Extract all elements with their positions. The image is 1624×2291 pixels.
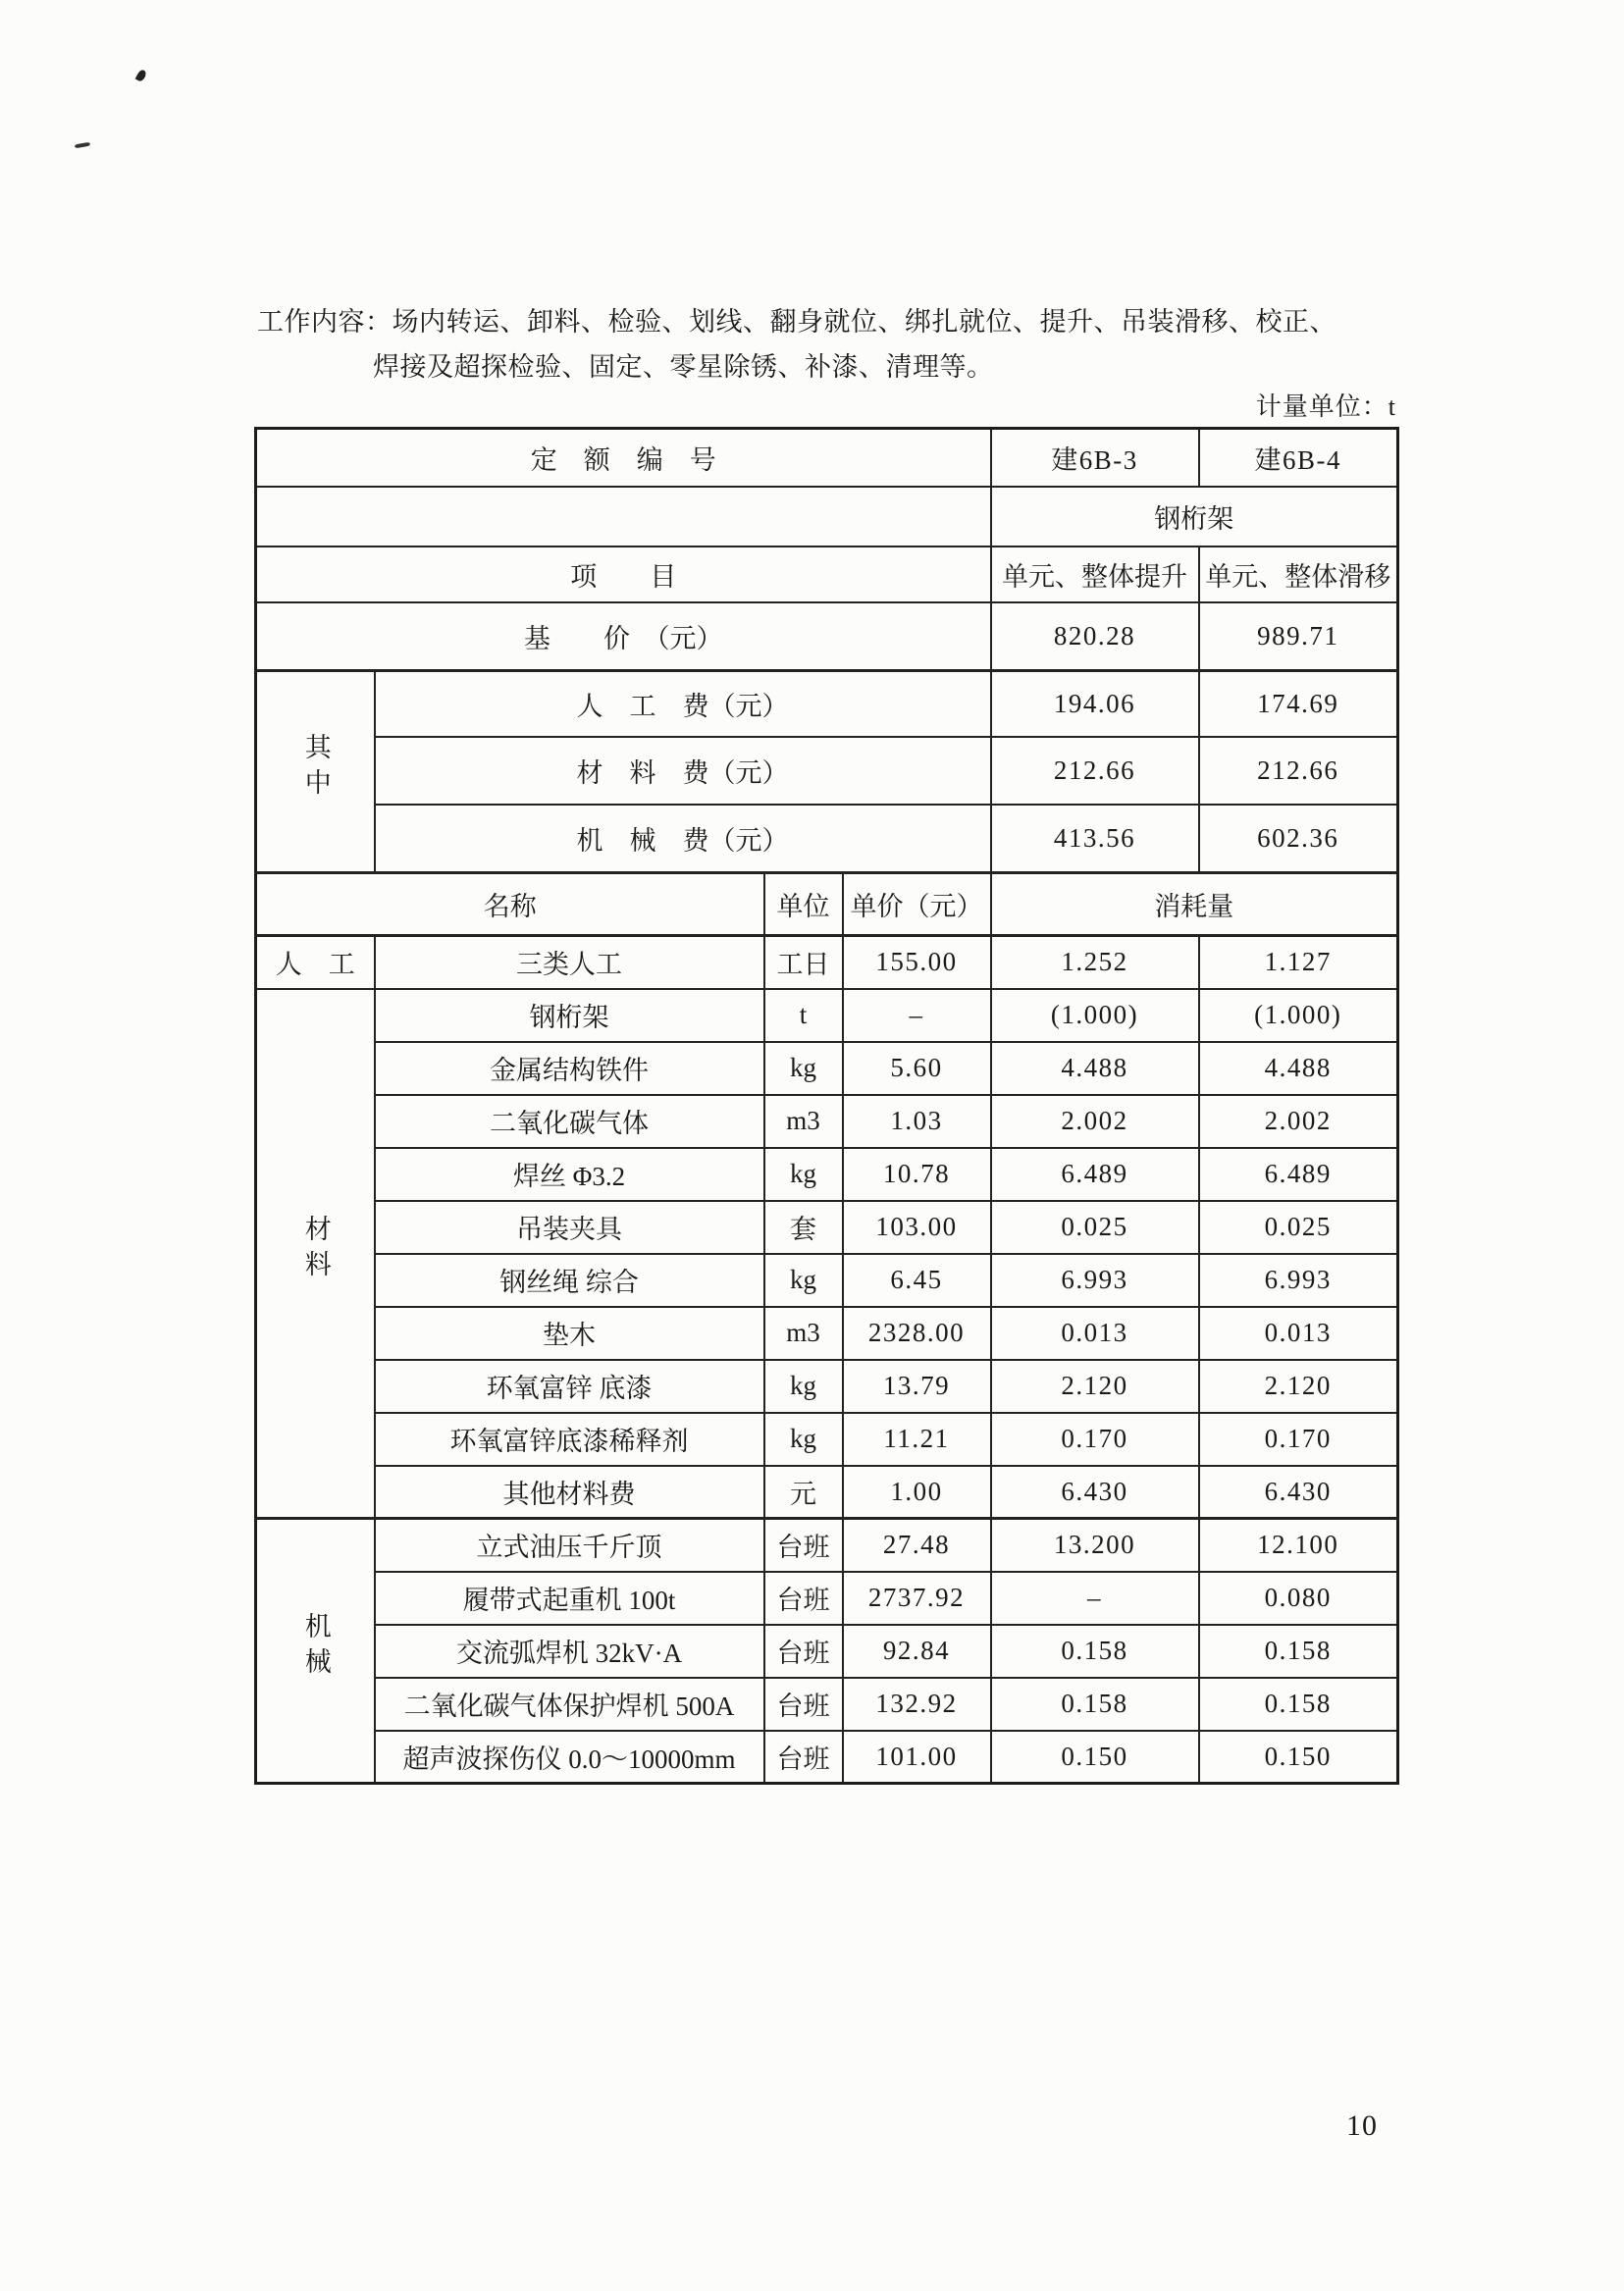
- cell-price: 1.00: [843, 1466, 991, 1519]
- row-machine: [256, 1625, 1398, 1678]
- row-material: [256, 1148, 1398, 1201]
- cell-unit: 元: [764, 1466, 843, 1519]
- row-material: [256, 1307, 1398, 1360]
- machine-section-label: 机械: [300, 1612, 331, 1683]
- cell-consumption-2: 0.080: [1199, 1572, 1398, 1625]
- cell-fee-value-1: 212.66: [991, 737, 1199, 805]
- cell-base-value-2: 989.71: [1199, 602, 1398, 671]
- row-column-headers: [256, 873, 1398, 936]
- cell-consumption-2: 0.150: [1199, 1731, 1398, 1784]
- cell-consumption-1: 4.488: [991, 1042, 1199, 1095]
- cell-item-2: 单元、整体滑移: [1199, 547, 1398, 602]
- cell-price: 92.84: [843, 1625, 991, 1678]
- material-section-label: 材料: [300, 1214, 331, 1285]
- cell-item-1: 单元、整体提升: [991, 547, 1199, 602]
- quota-table: [254, 427, 1399, 1785]
- work-content-line-2: 焊接及超探检验、固定、零星除锈、补漆、清理等。: [373, 352, 994, 382]
- cell-consumption-1: 6.430: [991, 1466, 1199, 1519]
- row-item: [256, 547, 1398, 602]
- cell-name: 三类人工: [375, 936, 764, 989]
- cell-name: 垫木: [375, 1307, 764, 1360]
- cell-consumption-1: 0.170: [991, 1413, 1199, 1466]
- cell-price: 6.45: [843, 1254, 991, 1307]
- cell-consumption-2: 2.120: [1199, 1360, 1398, 1413]
- cell-unit: kg: [764, 1360, 843, 1413]
- cell-consumption-2: 12.100: [1199, 1519, 1398, 1572]
- cell-name: 二氧化碳气体: [375, 1095, 764, 1148]
- cell-consumption-2: 6.993: [1199, 1254, 1398, 1307]
- cell-item-label: 项 目: [256, 547, 991, 602]
- cell-unit: kg: [764, 1042, 843, 1095]
- cell-consumption-2: 1.127: [1199, 936, 1398, 989]
- cell-col-consumption: 消耗量: [991, 873, 1398, 936]
- cell-consumption-1: 2.002: [991, 1095, 1199, 1148]
- cell-unit: m3: [764, 1307, 843, 1360]
- ink-mark: [75, 142, 90, 149]
- cell-fee-name: 材 料 费（元）: [375, 737, 991, 805]
- cell-name: 其他材料费: [375, 1466, 764, 1519]
- cell-unit: t: [764, 989, 843, 1042]
- cell-consumption-1: 0.158: [991, 1625, 1199, 1678]
- cell-unit: 台班: [764, 1731, 843, 1784]
- cell-section-label: [256, 989, 375, 1519]
- cell-quota-label: 定 额 编 号: [256, 429, 991, 487]
- cell-name: 履带式起重机 100t: [375, 1572, 764, 1625]
- cell-consumption-2: 0.025: [1199, 1201, 1398, 1254]
- cell-consumption-1: 1.252: [991, 936, 1199, 989]
- cell-unit: 台班: [764, 1625, 843, 1678]
- row-material: [256, 989, 1398, 1042]
- row-machine: [256, 1519, 1398, 1572]
- row-machine: [256, 1731, 1398, 1784]
- cell-consumption-1: 2.120: [991, 1360, 1199, 1413]
- cell-base-label: 基 价 （元）: [256, 602, 991, 671]
- cell-price: 27.48: [843, 1519, 991, 1572]
- cell-price: 2737.92: [843, 1572, 991, 1625]
- row-machine: [256, 1678, 1398, 1731]
- row-material: [256, 1413, 1398, 1466]
- row-material: [256, 1254, 1398, 1307]
- cell-group-label: 钢桁架: [991, 487, 1398, 547]
- cell-consumption-2: 6.489: [1199, 1148, 1398, 1201]
- cell-name: 二氧化碳气体保护焊机 500A: [375, 1678, 764, 1731]
- cell-col-name: 名称: [256, 873, 764, 936]
- cell-consumption-2: 0.158: [1199, 1678, 1398, 1731]
- cell-unit: m3: [764, 1095, 843, 1148]
- cell-price: 1.03: [843, 1095, 991, 1148]
- cell-consumption-1: 0.158: [991, 1678, 1199, 1731]
- row-labor: [256, 936, 1398, 989]
- work-content-line-1: 工作内容：场内转运、卸料、检验、划线、翻身就位、绑扎就位、提升、吊装滑移、校正、: [257, 307, 1336, 337]
- cell-fee-value-1: 194.06: [991, 671, 1199, 737]
- cell-consumption-2: 2.002: [1199, 1095, 1398, 1148]
- cell-price: 11.21: [843, 1413, 991, 1466]
- cell-consumption-1: 13.200: [991, 1519, 1199, 1572]
- cell-consumption-2: 4.488: [1199, 1042, 1398, 1095]
- cell-among-label: [256, 671, 375, 873]
- cell-unit: 工日: [764, 936, 843, 989]
- row-labor-fee: [256, 671, 1398, 737]
- cell-price: 132.92: [843, 1678, 991, 1731]
- cell-consumption-1: 6.993: [991, 1254, 1199, 1307]
- cell-quota-code-2: 建6B-4: [1199, 429, 1398, 487]
- cell-name: 交流弧焊机 32kV·A: [375, 1625, 764, 1678]
- cell-unit: 台班: [764, 1519, 843, 1572]
- cell-section-label: 人 工: [256, 936, 375, 989]
- cell-fee-value-1: 413.56: [991, 805, 1199, 873]
- cell-section-label: [256, 1519, 375, 1784]
- row-material: [256, 1042, 1398, 1095]
- row-group: [256, 487, 1398, 547]
- cell-name: 钢丝绳 综合: [375, 1254, 764, 1307]
- measure-unit-note: 计量单位：t: [1255, 392, 1396, 421]
- cell-price: 5.60: [843, 1042, 991, 1095]
- ink-mark: [135, 69, 148, 82]
- cell-name: 吊装夹具: [375, 1201, 764, 1254]
- row-quota-code: [256, 429, 1398, 487]
- cell-price: 155.00: [843, 936, 991, 989]
- row-machine-fee: [256, 805, 1398, 873]
- cell-quota-code-1: 建6B-3: [991, 429, 1199, 487]
- cell-price: 13.79: [843, 1360, 991, 1413]
- cell-consumption-1: 0.150: [991, 1731, 1199, 1784]
- cell-price: –: [843, 989, 991, 1042]
- cell-fee-value-2: 212.66: [1199, 737, 1398, 805]
- cell-consumption-1: 6.489: [991, 1148, 1199, 1201]
- cell-price: 103.00: [843, 1201, 991, 1254]
- row-machine: [256, 1572, 1398, 1625]
- cell-unit: kg: [764, 1413, 843, 1466]
- cell-name: 金属结构铁件: [375, 1042, 764, 1095]
- cell-unit: 台班: [764, 1678, 843, 1731]
- cell-col-price: 单价（元）: [843, 873, 991, 936]
- cell-consumption-1: 0.025: [991, 1201, 1199, 1254]
- cell-empty: [256, 487, 991, 547]
- cell-unit: kg: [764, 1254, 843, 1307]
- row-material-fee: [256, 737, 1398, 805]
- cell-name: 超声波探伤仪 0.0～10000mm: [375, 1731, 764, 1784]
- cell-price: 10.78: [843, 1148, 991, 1201]
- cell-name: 钢桁架: [375, 989, 764, 1042]
- cell-consumption-1: 0.013: [991, 1307, 1199, 1360]
- row-material: [256, 1095, 1398, 1148]
- cell-fee-name: 机 械 费（元）: [375, 805, 991, 873]
- cell-base-value-1: 820.28: [991, 602, 1199, 671]
- cell-consumption-2: 0.158: [1199, 1625, 1398, 1678]
- cell-unit: 台班: [764, 1572, 843, 1625]
- cell-name: 环氧富锌 底漆: [375, 1360, 764, 1413]
- cell-consumption-2: 0.170: [1199, 1413, 1398, 1466]
- cell-unit: kg: [764, 1148, 843, 1201]
- row-material: [256, 1360, 1398, 1413]
- cell-consumption-1: –: [991, 1572, 1199, 1625]
- cell-price: 101.00: [843, 1731, 991, 1784]
- cell-consumption-2: 6.430: [1199, 1466, 1398, 1519]
- cell-name: 立式油压千斤顶: [375, 1519, 764, 1572]
- cell-consumption-2: (1.000): [1199, 989, 1398, 1042]
- row-base-price: [256, 602, 1398, 671]
- page-number: 10: [1346, 2109, 1378, 2142]
- cell-unit: 套: [764, 1201, 843, 1254]
- cell-fee-value-2: 602.36: [1199, 805, 1398, 873]
- cell-fee-value-2: 174.69: [1199, 671, 1398, 737]
- row-material: [256, 1201, 1398, 1254]
- cell-consumption-1: (1.000): [991, 989, 1199, 1042]
- row-material: [256, 1466, 1398, 1519]
- cell-price: 2328.00: [843, 1307, 991, 1360]
- cell-col-unit: 单位: [764, 873, 843, 936]
- cell-consumption-2: 0.013: [1199, 1307, 1398, 1360]
- cell-name: 焊丝 Φ3.2: [375, 1148, 764, 1201]
- cell-fee-name: 人 工 费（元）: [375, 671, 991, 737]
- among-label: 其中: [300, 733, 331, 804]
- cell-name: 环氧富锌底漆稀释剂: [375, 1413, 764, 1466]
